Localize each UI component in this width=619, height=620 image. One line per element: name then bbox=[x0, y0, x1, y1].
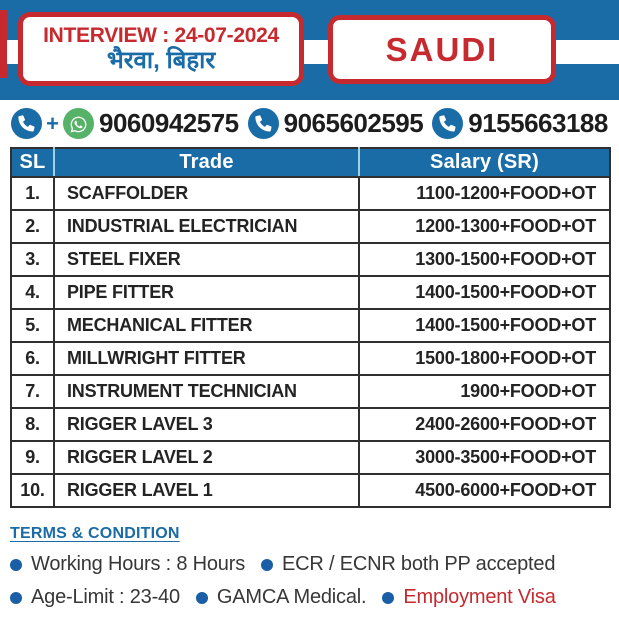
contact-group-2 bbox=[248, 108, 424, 139]
contact-group-3 bbox=[432, 108, 608, 139]
column-header-trade: Trade bbox=[54, 148, 359, 177]
salary-cell: 1900+FOOD+OT bbox=[359, 375, 610, 408]
plus-separator: + bbox=[46, 110, 60, 136]
bullet-icon bbox=[10, 559, 22, 571]
table-row bbox=[11, 375, 610, 408]
bullet-icon bbox=[196, 592, 208, 604]
top-banner bbox=[0, 0, 619, 100]
table-header-row bbox=[11, 148, 610, 177]
salary-cell: 1200-1300+FOOD+OT bbox=[359, 210, 610, 243]
table-row bbox=[11, 408, 610, 441]
sl-cell: 8. bbox=[11, 408, 54, 441]
sl-cell: 4. bbox=[11, 276, 54, 309]
sl-cell: 5. bbox=[11, 309, 54, 342]
terms-line-2 bbox=[10, 586, 609, 609]
term-employment-visa: Employment Visa bbox=[382, 586, 555, 609]
contact-group-1 bbox=[11, 108, 238, 139]
interview-box bbox=[18, 12, 304, 86]
column-header-sl: SL bbox=[11, 148, 54, 177]
salary-cell: 3000-3500+FOOD+OT bbox=[359, 441, 610, 474]
terms-line-1 bbox=[10, 553, 609, 576]
sl-cell: 10. bbox=[11, 474, 54, 507]
country-name: SAUDI bbox=[385, 30, 499, 68]
table-row bbox=[11, 342, 610, 375]
trade-cell: RIGGER LAVEL 1 bbox=[54, 474, 359, 507]
trade-cell: RIGGER LAVEL 2 bbox=[54, 441, 359, 474]
salary-cell: 2400-2600+FOOD+OT bbox=[359, 408, 610, 441]
sl-cell: 1. bbox=[11, 177, 54, 210]
salary-cell: 1400-1500+FOOD+OT bbox=[359, 276, 610, 309]
trade-cell: STEEL FIXER bbox=[54, 243, 359, 276]
table-row bbox=[11, 474, 610, 507]
trade-cell: INSTRUMENT TECHNICIAN bbox=[54, 375, 359, 408]
trade-cell: MECHANICAL FITTER bbox=[54, 309, 359, 342]
sl-cell: 7. bbox=[11, 375, 54, 408]
sl-cell: 2. bbox=[11, 210, 54, 243]
country-box bbox=[328, 15, 556, 84]
jobs-table bbox=[10, 147, 611, 508]
column-header-salary: Salary (SR) bbox=[359, 148, 610, 177]
table-row bbox=[11, 276, 610, 309]
table-row bbox=[11, 210, 610, 243]
sl-cell: 3. bbox=[11, 243, 54, 276]
red-edge-bar bbox=[0, 10, 7, 78]
term-gamca-medical: GAMCA Medical. bbox=[196, 586, 366, 609]
whatsapp-icon bbox=[63, 108, 94, 139]
phone-number-1: 9060942575 bbox=[99, 108, 239, 138]
bullet-icon bbox=[382, 592, 394, 604]
table-row bbox=[11, 309, 610, 342]
terms-heading: TERMS & CONDITION bbox=[10, 525, 180, 542]
sl-cell: 6. bbox=[11, 342, 54, 375]
trade-cell: PIPE FITTER bbox=[54, 276, 359, 309]
interview-location: भैरवा, बिहार bbox=[106, 46, 216, 74]
trade-cell: SCAFFOLDER bbox=[54, 177, 359, 210]
term-ecr-ecnr: ECR / ECNR both PP accepted bbox=[261, 553, 555, 576]
terms-section bbox=[10, 525, 609, 609]
interview-date: INTERVIEW : 24-07-2024 bbox=[43, 23, 279, 47]
salary-cell: 1300-1500+FOOD+OT bbox=[359, 243, 610, 276]
term-age-limit: Age-Limit : 23-40 bbox=[10, 586, 180, 609]
phone-number-3: 9155663188 bbox=[468, 108, 608, 138]
table-row bbox=[11, 441, 610, 474]
sl-cell: 9. bbox=[11, 441, 54, 474]
salary-cell: 1500-1800+FOOD+OT bbox=[359, 342, 610, 375]
call-icon bbox=[432, 108, 463, 139]
trade-cell: RIGGER LAVEL 3 bbox=[54, 408, 359, 441]
bullet-icon bbox=[261, 559, 273, 571]
salary-cell: 1100-1200+FOOD+OT bbox=[359, 177, 610, 210]
phone-number-2: 9065602595 bbox=[283, 108, 424, 138]
contact-row bbox=[0, 100, 619, 147]
term-working-hours: Working Hours : 8 Hours bbox=[10, 553, 245, 576]
trade-cell: INDUSTRIAL ELECTRICIAN bbox=[54, 210, 359, 243]
trade-cell: MILLWRIGHT FITTER bbox=[54, 342, 359, 375]
salary-cell: 4500-6000+FOOD+OT bbox=[359, 474, 610, 507]
table-row bbox=[11, 243, 610, 276]
bullet-icon bbox=[10, 592, 22, 604]
table-row bbox=[11, 177, 610, 210]
call-icon bbox=[11, 108, 42, 139]
call-icon bbox=[248, 108, 279, 139]
salary-cell: 1400-1500+FOOD+OT bbox=[359, 309, 610, 342]
